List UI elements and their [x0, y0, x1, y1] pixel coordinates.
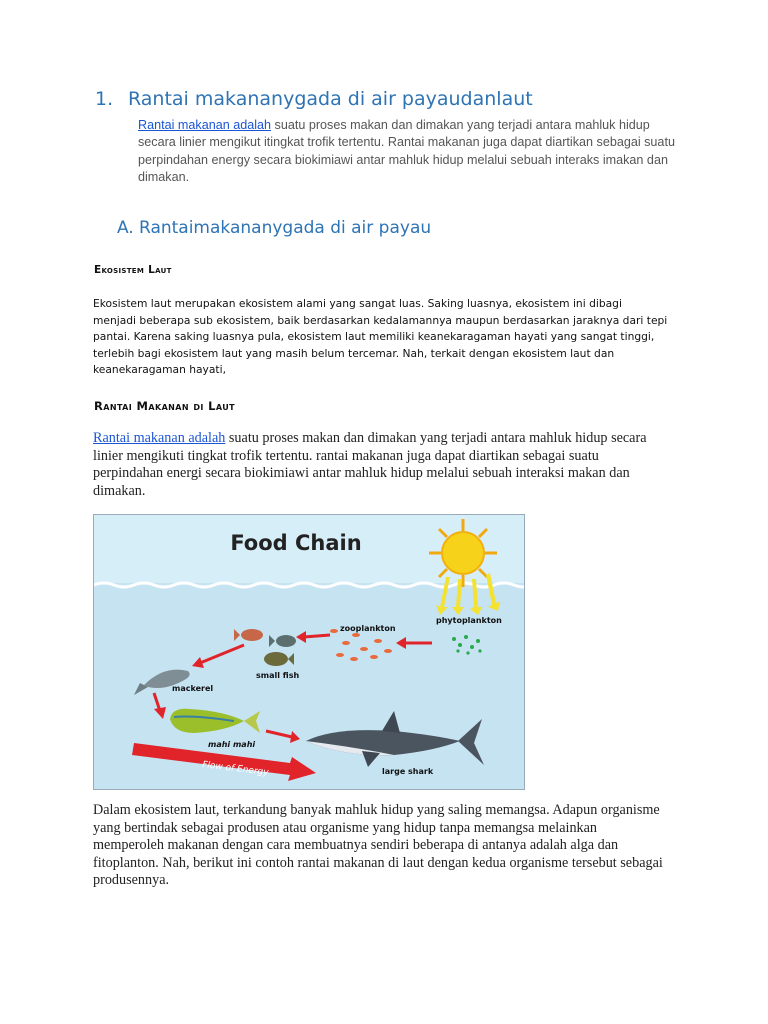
heading-text: Rantaimakananygada di air payau [139, 218, 432, 238]
ekosistem-laut-heading: Ekosistem Laut [94, 264, 172, 276]
phytoplankton-label: phytoplankton [436, 616, 502, 625]
rantai-makanan-heading: Rantai Makanan di Laut [94, 399, 236, 413]
food-chain-figure [93, 514, 525, 790]
small-fish-label: small fish [256, 671, 300, 680]
mahi-mahi-label: mahi mahi [208, 740, 256, 749]
intro-paragraph [138, 117, 683, 186]
mackerel-label: mackerel [172, 684, 214, 693]
closing-paragraph: Dalam ekosistem laut, terkandung banyak mahluk hidup yang saling memangsa. Adapun organisme yang bertindak sebagai produsen atau organisme yang hidup tanpa memangsa melainkan memperoleh makanan dengan cara membuatnya sendiri beberapa di antanya adalah alga dan fitoplanton. Nah, berikut ini contoh rantai makanan di laut dengan kedua organisme tersebut sebagai produsennya. [93, 802, 663, 888]
food-chain-illustration [94, 515, 524, 789]
section-heading-a [117, 218, 431, 238]
flow-label: Flow of Energy [201, 760, 269, 779]
zooplankton-label: zooplankton [340, 624, 396, 633]
rantai-text: suatu proses makan dan dimakan yang terjadi antara mahluk hidup secara linier mengikuti tingkat trofik tertentu. rantai makanan juga dapat diartikan sebagai suatu perpindahan energi secara biokimiawi antar mahluk hidup melalui sebuah interaksi makan dan dimakan. [93, 430, 647, 499]
intro-text: suatu proses makan dan dimakan yang terjadi antara mahluk hidup secara linier mengikut itingkat trofik tertentu. Rantai makanan juga dapat diartikan sebagai suatu perpindahan energy secara biokimiawi antar mahluk hidup melalui sebuah interaks imakan dan dimakan. [138, 118, 675, 184]
definition-link-2[interactable]: Rantai makanan adalah [93, 430, 226, 446]
rantai-paragraph [93, 430, 668, 500]
figure-title: Food Chain [230, 531, 362, 555]
heading-number: 1. [95, 88, 114, 110]
definition-link[interactable]: Rantai makanan adalah [138, 118, 272, 132]
ekosistem-paragraph: Ekosistem laut merupakan ekosistem alami yang sangat luas. Saking luasnya, ekosistem ini dibagi menjadi beberapa sub ekosistem, baik berdasarkan kedalamannya maupun berdasarkan jaraknya dari tepi pantai. Karena saking luasnya pula, ekosistem laut memiliki keanekaragaman hayati yang sangat tinggi, terlebih bagi ekosistem laut yang masih belum tercemar. Nah, terkait dengan ekosistem laut dan keanekaragaman hayati, [93, 297, 668, 377]
heading-letter: A. [117, 218, 134, 238]
section-heading-1 [95, 88, 533, 110]
heading-text: Rantai makananygada di air payaudanlaut [128, 88, 533, 110]
large-shark-label: large shark [382, 767, 434, 776]
